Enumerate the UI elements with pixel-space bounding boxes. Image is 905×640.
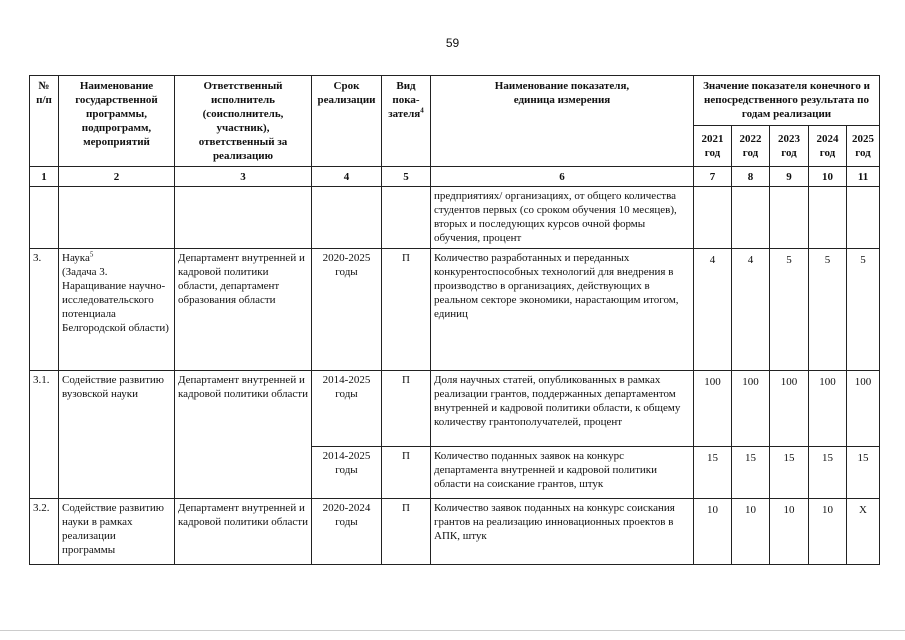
row-value-2021: 100	[694, 371, 732, 447]
row-name: Содействие развитию науки в рамках реализации программы	[59, 499, 175, 565]
row-name-footnote: 5	[89, 250, 94, 259]
row-type	[382, 187, 431, 249]
header-row	[30, 76, 880, 126]
row-term	[312, 187, 382, 249]
header-year-2022: 2022 год	[732, 126, 770, 167]
column-number: 7	[694, 167, 732, 187]
row-name: Содействие развитию вузовской науки	[59, 371, 175, 499]
column-number: 2	[59, 167, 175, 187]
table-row	[30, 371, 880, 447]
scan-edge-line	[0, 630, 905, 631]
row-type: П	[382, 499, 431, 565]
row-responsible: Департамент внутренней и кадровой политики области	[175, 371, 312, 499]
row-value-2022: 100	[732, 371, 770, 447]
row-num: 3.	[30, 249, 59, 371]
column-number: 6	[431, 167, 694, 187]
column-number: 8	[732, 167, 770, 187]
header-type-footnote: 4	[420, 106, 424, 115]
header-type-label: Вид пока- зателя	[388, 80, 421, 120]
row-name	[59, 187, 175, 249]
row-indicator: Количество заявок поданных на конкурс соискания грантов на реализацию инновационных проектов в АПК, штук	[431, 499, 694, 565]
column-number: 11	[847, 167, 880, 187]
column-number: 3	[175, 167, 312, 187]
header-year-2023: 2023 год	[770, 126, 809, 167]
column-number: 9	[770, 167, 809, 187]
row-value-2024: 100	[809, 371, 847, 447]
row-value-2023: 15	[770, 447, 809, 499]
row-responsible: Департамент внутренней и кадровой политики области	[175, 499, 312, 565]
row-type: П	[382, 249, 431, 371]
row-indicator: Доля научных статей, опубликованных в рамках реализации грантов, поддержанных департаментом внутренней и кадровой политики области, к общему количеству грантополучателей, процент	[431, 371, 694, 447]
row-term: 2014-2025 годы	[312, 371, 382, 447]
header-term: Срок реализации	[312, 76, 382, 167]
row-num: 3.1.	[30, 371, 59, 499]
program-indicators-table	[29, 75, 880, 565]
row-value-2025: 15	[847, 447, 880, 499]
table-row	[30, 249, 880, 371]
row-value-2022: 4	[732, 249, 770, 371]
row-value-2025: 5	[847, 249, 880, 371]
table-row	[30, 187, 880, 249]
header-num: № п/п	[30, 76, 59, 167]
row-responsible: Департамент внутренней и кадровой политики области, департамент образования области	[175, 249, 312, 371]
header-name: Наименование государственной программы, подпрограмм, мероприятий	[59, 76, 175, 167]
row-indicator: предприятиях/ организациях, от общего количества студентов первых (со сроком обучения 10 месяцев), вторых и последующих курсов очной формы обучения, процент	[431, 187, 694, 249]
row-value-2025	[847, 187, 880, 249]
row-name-title: Наука	[62, 252, 90, 264]
row-num: 3.2.	[30, 499, 59, 565]
row-value-2023	[770, 187, 809, 249]
column-number: 1	[30, 167, 59, 187]
row-type: П	[382, 447, 431, 499]
row-value-2022: 15	[732, 447, 770, 499]
row-value-2025: Х	[847, 499, 880, 565]
row-term: 2014-2025 годы	[312, 447, 382, 499]
header-type	[382, 76, 431, 167]
row-value-2021: 10	[694, 499, 732, 565]
header-year-2021: 2021 год	[694, 126, 732, 167]
header-responsible: Ответственный исполнитель (соисполнитель, участник), ответственный за реализацию	[175, 76, 312, 167]
row-type: П	[382, 371, 431, 447]
row-responsible	[175, 187, 312, 249]
row-value-2023: 5	[770, 249, 809, 371]
column-numbers-row	[30, 167, 880, 187]
row-name-task: (Задача 3. Наращивание научно-исследовательского потенциала Белгородской области)	[62, 266, 169, 334]
header-indicator: Наименование показателя, единица измерения	[431, 76, 694, 167]
header-year-2024: 2024 год	[809, 126, 847, 167]
row-value-2025: 100	[847, 371, 880, 447]
row-value-2022	[732, 187, 770, 249]
row-value-2024: 5	[809, 249, 847, 371]
page-number: 59	[445, 36, 460, 50]
row-indicator: Количество поданных заявок на конкурс департамента внутренней и кадровой политики области на соискание грантов, штук	[431, 447, 694, 499]
column-number: 10	[809, 167, 847, 187]
row-term: 2020-2024 годы	[312, 499, 382, 565]
row-value-2024: 10	[809, 499, 847, 565]
row-value-2024	[809, 187, 847, 249]
row-indicator: Количество разработанных и переданных конкурентоспособных технологий для внедрения в производство в организациях, действующих в реальном секторе экономики, нарастающим итогом, единиц	[431, 249, 694, 371]
row-name	[59, 249, 175, 371]
header-year-2025: 2025 год	[847, 126, 880, 167]
row-value-2021: 15	[694, 447, 732, 499]
row-value-2023: 100	[770, 371, 809, 447]
row-value-2024: 15	[809, 447, 847, 499]
row-value-2022: 10	[732, 499, 770, 565]
row-value-2021: 4	[694, 249, 732, 371]
row-value-2023: 10	[770, 499, 809, 565]
column-number: 4	[312, 167, 382, 187]
header-values: Значение показателя конечного и непосредственного результата по годам реализации	[694, 76, 880, 126]
table-row	[30, 499, 880, 565]
row-term: 2020-2025 годы	[312, 249, 382, 371]
row-value-2021	[694, 187, 732, 249]
column-number: 5	[382, 167, 431, 187]
row-num	[30, 187, 59, 249]
